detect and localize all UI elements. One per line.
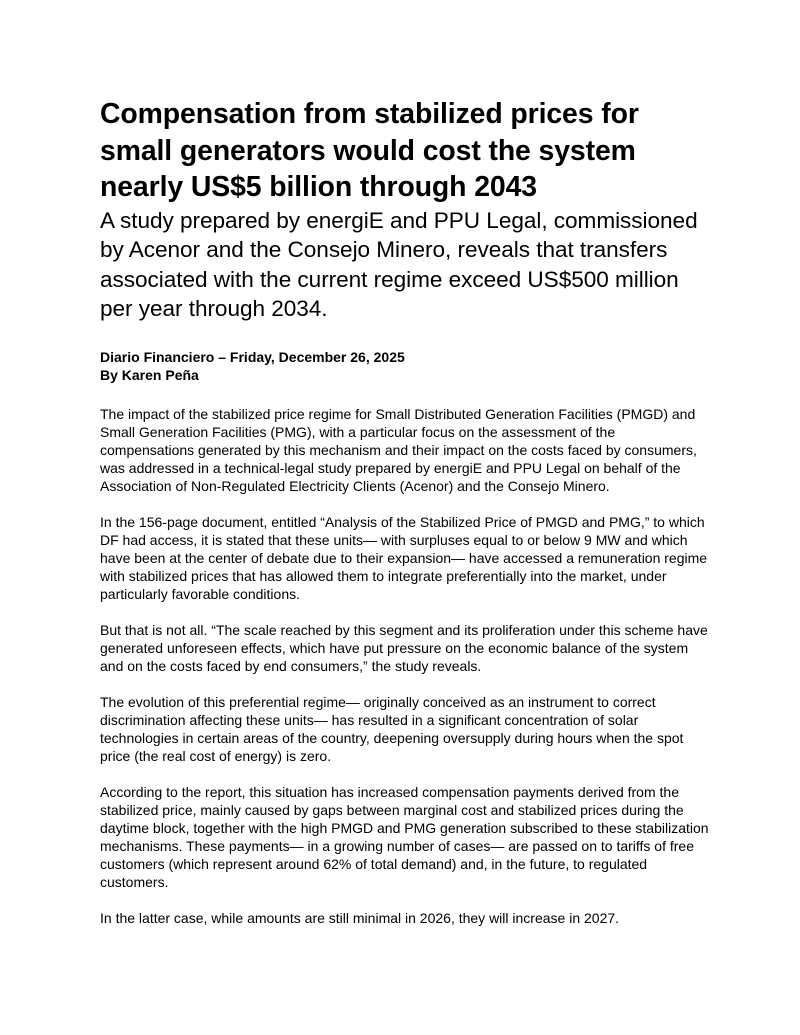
paragraph: In the 156-page document, entitled “Analysis of the Stabilized Price of PMGD and PMG,” to which DF had access, it is stated that these units— with surpluses equal to or below 9 MW and which have been at the center of debate due to their expansion— have accessed a remuneration regime with stabilized prices that has allowed them to integrate preferentially into the market, under particularly favorable conditions. xyxy=(100,513,708,602)
author: By Karen Peña xyxy=(100,366,199,383)
paragraph: According to the report, this situation has increased compensation payments derived from the stabilized price, mainly caused by gaps between marginal cost and stabilized prices during the daytime block, together with the high PMGD and PMG generation subscribed to these stabilization mechanisms. These payments— in a growing number of cases— are passed on to tariffs of free customers (which represent around 62% of total demand) and, in the future, to regulated customers. xyxy=(100,783,709,890)
source-date: Diario Financiero – Friday, December 26, 2025 xyxy=(100,348,405,365)
paragraph: In the latter case, while amounts are still minimal in 2026, they will increase in 2027. xyxy=(100,909,620,926)
headline: Compensation from stabilized prices for small generators would cost the system nearly US$5 billion through 2043 xyxy=(100,98,639,203)
subheadline: A study prepared by energiE and PPU Legal, commissioned by Acenor and the Consejo Minero, reveals that transfers associated with the current regime exceed US$500 million per year through 2034. xyxy=(100,207,698,321)
paragraph: The impact of the stabilized price regime for Small Distributed Generation Facilities (PMGD) and Small Generation Facilities (PMG), with a particular focus on the assessment of the compensations generated by this mechanism and their impact on the costs faced by consumers, was addressed in a technical-legal study prepared by energiE and PPU Legal on behalf of the Association of Non-Regulated Electricity Clients (Acenor) and the Consejo Minero. xyxy=(100,405,697,494)
paragraph: The evolution of this preferential regime— originally conceived as an instrument to correct discrimination affecting these units— has resulted in a significant concentration of solar technologies in certain areas of the country, deepening oversupply during hours when the spot price (the real cost of energy) is zero. xyxy=(100,693,684,764)
byline xyxy=(100,348,710,384)
paragraph: But that is not all. “The scale reached by this segment and its proliferation under this scheme have generated unforeseen effects, which have put pressure on the economic balance of the system and on the costs faced by end consumers,” the study reveals. xyxy=(100,621,708,674)
article-page xyxy=(100,96,710,945)
article-body xyxy=(100,405,710,927)
